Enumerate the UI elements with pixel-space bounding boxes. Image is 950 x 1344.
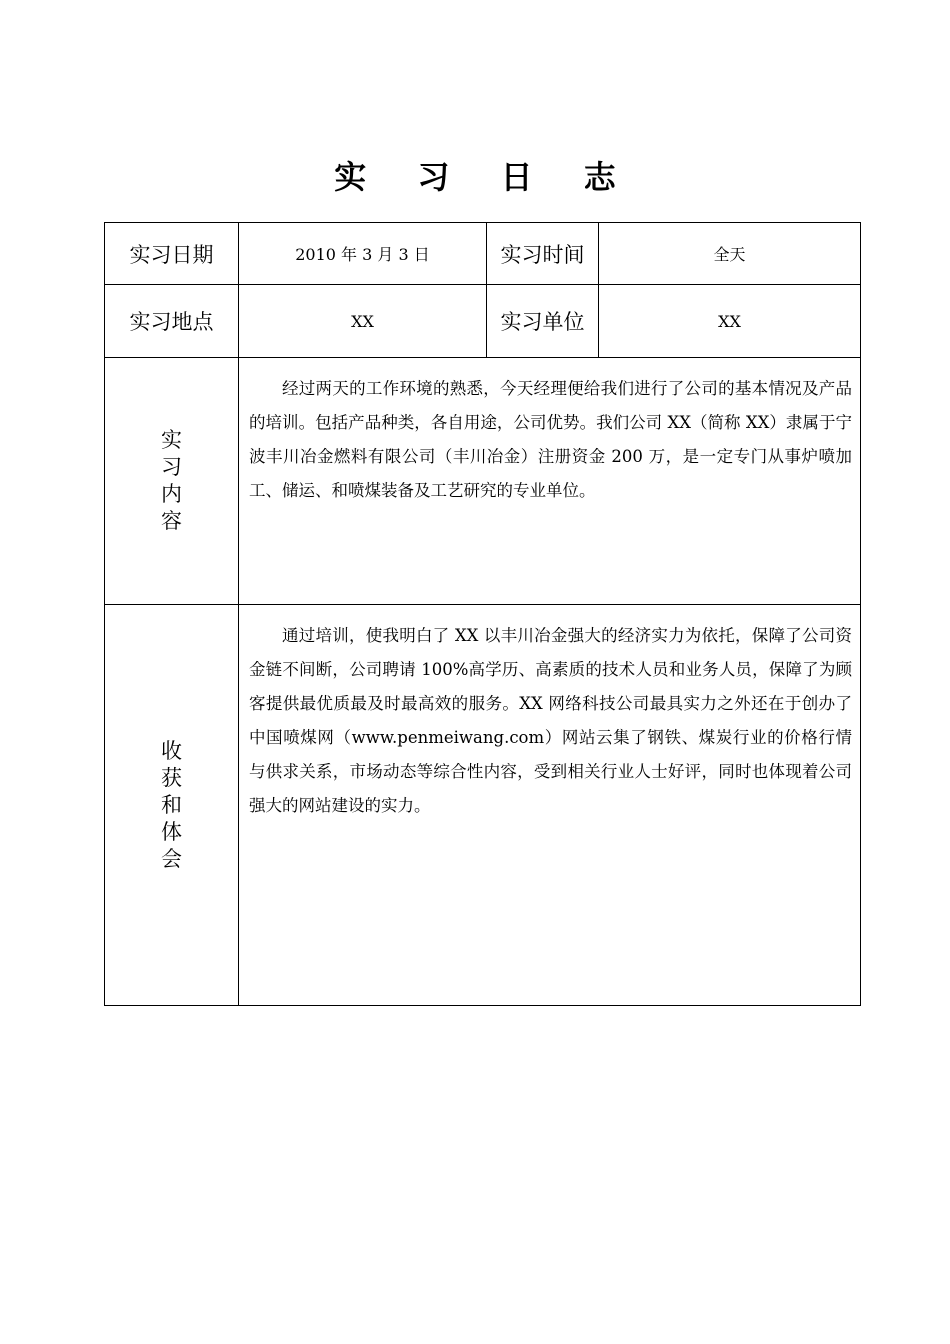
- gains-row: [105, 605, 861, 1006]
- place-row: [105, 285, 861, 358]
- date-row: [105, 223, 861, 285]
- gains-label-char: 会: [161, 846, 182, 871]
- date-value: 2010 年 3 月 3 日: [239, 223, 487, 285]
- content-label-char: 容: [161, 509, 182, 533]
- internship-log-table: [104, 222, 861, 1006]
- place-label: 实习地点: [105, 285, 239, 358]
- content-paragraph: 经过两天的工作环境的熟悉，今天经理便给我们进行了公司的基本情况及产品的培训。包括产品种类，各自用途，公司优势。我们公司 XX（简称 XX）隶属于宁波丰川冶金燃料有限公司（丰川冶金）注册资金 200 万，是一定专门从事炉喷加工、储运、和喷煤装备及工艺研究的专业单位。: [249, 379, 852, 500]
- content-label-char: 习: [161, 455, 182, 479]
- gains-label-char: 获: [161, 765, 182, 790]
- date-label: 实习日期: [105, 223, 239, 285]
- gains-label-char: 体: [161, 819, 182, 844]
- content-label-char: 实: [161, 428, 182, 452]
- content-label: [105, 358, 239, 605]
- time-label: 实习时间: [487, 223, 599, 285]
- gains-label-char: 收: [161, 738, 182, 763]
- place-value: XX: [239, 285, 487, 358]
- time-value: 全天: [599, 223, 861, 285]
- content-label-char: 内: [161, 482, 182, 506]
- content-text-cell: [239, 358, 861, 605]
- gains-label: [105, 605, 239, 1006]
- page-title: 实 习 日 志: [334, 158, 636, 196]
- content-row: [105, 358, 861, 605]
- unit-label: 实习单位: [487, 285, 599, 358]
- unit-value: XX: [599, 285, 861, 358]
- gains-text-cell: [239, 605, 861, 1006]
- gains-label-char: 和: [161, 792, 182, 817]
- gains-paragraph: 通过培训，使我明白了 XX 以丰川冶金强大的经济实力为依托，保障了公司资金链不间断，公司聘请 100%高学历、高素质的技术人员和业务人员，保障了为顾客提供最优质最及时最高效的服务。XX 网络科技公司最具实力之外还在于创办了中国喷煤网（www.penmeiwang.com）网站云集了钢铁、煤炭行业的价格行情与供求关系，市场动态等综合性内容，受到相关行业人士好评，同时也体现着公司强大的网站建设的实力。: [249, 626, 852, 815]
